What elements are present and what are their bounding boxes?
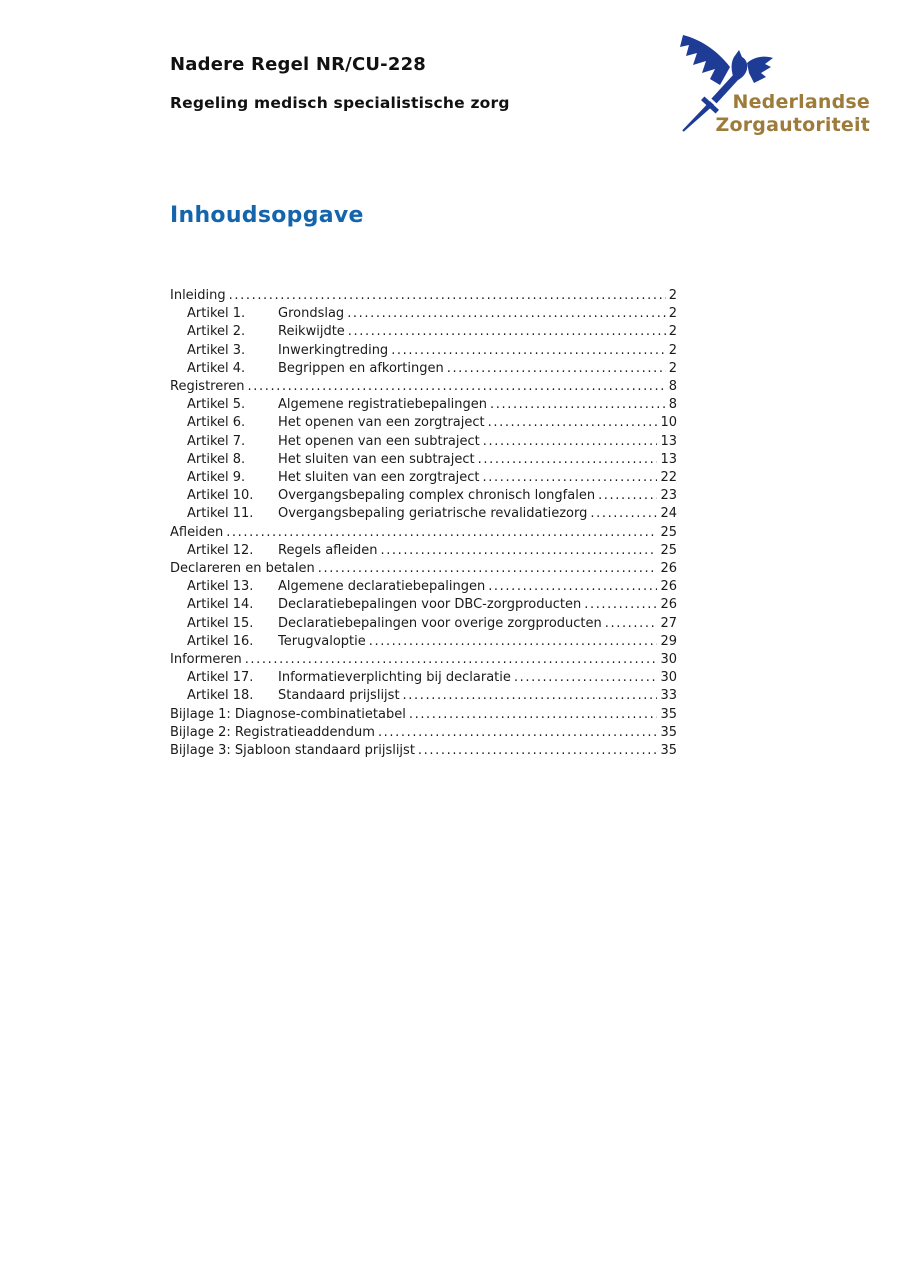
toc-entry-page-number: 26 (660, 579, 677, 595)
toc-entry-label: Bijlage 2: Registratieaddendum (170, 724, 375, 740)
toc-entry-title: Overgangsbepaling geriatrische revalidatiezorg (278, 506, 588, 522)
toc-entry-label: Inleiding (170, 288, 226, 303)
toc-entry-page-number: 30 (660, 652, 677, 668)
toc-entry-section (170, 706, 677, 724)
toc-entry-section (170, 651, 677, 669)
toc-entry-section (170, 742, 677, 760)
toc-entry-article (170, 633, 677, 651)
toc-dot-leader (318, 560, 658, 578)
toc-entry-label: Registreren (170, 379, 245, 395)
toc-entry-page-number: 29 (660, 633, 677, 649)
toc-entry-title: Algemene declaratiebepalingen (278, 579, 486, 595)
toc-entry-section (170, 287, 677, 305)
toc-entry-article (170, 687, 677, 705)
toc-entry-page-number: 8 (668, 397, 677, 413)
toc-entry-title: Standaard prijslijst (278, 688, 400, 704)
toc-entry-page-number: 2 (668, 342, 677, 358)
toc-entry-title: Regels afleiden (278, 542, 378, 558)
toc-entry-title: Inwerkingtreding (278, 342, 389, 358)
toc-entry-number: Artikel 11. (187, 506, 254, 522)
toc-dot-leader (478, 451, 658, 469)
toc-entry-number: Artikel 6. (187, 415, 246, 431)
toc-entry-title: Declaratiebepalingen voor DBC-zorgproducten (278, 597, 582, 613)
toc-entry-section (170, 560, 677, 578)
toc-dot-leader (369, 633, 658, 651)
toc-entry-page-number: 25 (660, 524, 677, 540)
toc-entry-number: Artikel 16. (187, 633, 254, 649)
toc-entry-page-number: 13 (660, 451, 677, 467)
toc-entry-article (170, 615, 677, 633)
toc-entry-title: Het openen van een zorgtraject (278, 415, 485, 431)
toc-entry-title: Grondslag (278, 306, 345, 322)
toc-dot-leader (378, 724, 658, 742)
toc-dot-leader (488, 414, 658, 432)
toc-dot-leader (229, 287, 666, 305)
toc-entry-label: Afleiden (170, 524, 224, 540)
toc-dot-leader (380, 542, 657, 560)
toc-dot-leader (490, 396, 666, 414)
toc-entry-title: Het openen van een subtraject (278, 433, 480, 449)
toc-entry-title: Begrippen en afkortingen (278, 360, 444, 376)
nza-logo (650, 27, 880, 145)
toc-dot-leader (488, 578, 657, 596)
toc-entry-label: Declareren en betalen (170, 561, 315, 577)
toc-entry-number: Artikel 17. (187, 670, 254, 686)
document-subtitle: Regeling medisch specialistische zorg (170, 94, 510, 112)
toc-entry-number: Artikel 4. (187, 360, 246, 376)
toc-dot-leader (391, 342, 666, 360)
toc-dot-leader (348, 323, 666, 341)
toc-entry-number: Artikel 9. (187, 470, 246, 486)
toc-dot-leader (605, 615, 658, 633)
toc-entry-label: Bijlage 3: Sjabloon standaard prijslijst (170, 743, 415, 759)
toc-entry-page-number: 2 (668, 324, 677, 340)
toc-dot-leader (447, 360, 666, 378)
toc-entry-article (170, 469, 677, 487)
toc-entry-page-number: 30 (660, 670, 677, 686)
nza-logo-line2: Zorgautoriteit (715, 114, 870, 136)
toc-entry-page-number: 33 (660, 688, 677, 704)
toc-entry-page-number: 35 (660, 724, 677, 740)
toc-entry-page-number: 27 (660, 615, 677, 631)
toc-entry-article (170, 487, 677, 505)
toc-entry-number: Artikel 15. (187, 615, 254, 631)
toc-entry-number: Artikel 2. (187, 324, 246, 340)
toc-entry-article (170, 396, 677, 414)
toc-entry-number: Artikel 3. (187, 342, 246, 358)
toc-dot-leader (483, 469, 658, 487)
toc-dot-leader (590, 505, 657, 523)
toc-dot-leader (483, 433, 658, 451)
toc-entry-article (170, 505, 677, 523)
toc-entry-page-number: 24 (660, 506, 677, 522)
toc-entry-section (170, 724, 677, 742)
toc-entry-page-number: 2 (668, 360, 677, 376)
toc-entry-article (170, 578, 677, 596)
toc-dot-leader (584, 596, 657, 614)
nza-logo-line1: Nederlandse (732, 91, 870, 113)
toc-entry-article (170, 342, 677, 360)
toc-entry-page-number: 26 (660, 561, 677, 577)
toc-entry-title: Informatieverplichting bij declaratie (278, 670, 511, 686)
toc-entry-article (170, 414, 677, 432)
toc-entry-page-number: 8 (668, 379, 677, 395)
toc-entry-label: Informeren (170, 652, 242, 668)
toc-entry-article (170, 669, 677, 687)
toc-entry-title: Reikwijdte (278, 324, 345, 340)
toc-heading: Inhoudsopgave (170, 203, 364, 228)
toc-entry-page-number: 13 (660, 433, 677, 449)
toc-entry-page-number: 2 (668, 288, 677, 303)
toc-dot-leader (226, 524, 657, 542)
toc-entry-article (170, 433, 677, 451)
toc-entry-title: Terugvaloptie (278, 633, 366, 649)
toc-entry-page-number: 35 (660, 743, 677, 759)
toc-entry-number: Artikel 13. (187, 579, 254, 595)
toc-entry-article (170, 451, 677, 469)
toc-entry-article (170, 542, 677, 560)
toc-entry-number: Artikel 7. (187, 433, 246, 449)
toc-entry-title: Het sluiten van een zorgtraject (278, 470, 480, 486)
toc-entry-article (170, 360, 677, 378)
toc-entry-page-number: 2 (668, 306, 677, 322)
toc-entry-number: Artikel 10. (187, 488, 254, 504)
toc-entry-page-number: 23 (660, 488, 677, 504)
nza-logo-wordmark (650, 91, 870, 137)
toc-entry-article (170, 305, 677, 323)
toc-dot-leader (598, 487, 657, 505)
toc-entry-number: Artikel 5. (187, 397, 246, 413)
toc-entry-number: Artikel 18. (187, 688, 254, 704)
toc-entry-number: Artikel 14. (187, 597, 254, 613)
toc-entry-section (170, 378, 677, 396)
toc-entry-page-number: 25 (660, 542, 677, 558)
toc-dot-leader (347, 305, 666, 323)
toc-dot-leader (403, 687, 658, 705)
toc-entry-article (170, 596, 677, 614)
toc-dot-leader (418, 742, 658, 760)
toc-entry-title: Algemene registratiebepalingen (278, 397, 488, 413)
toc-entry-label: Bijlage 1: Diagnose-combinatietabel (170, 706, 406, 722)
document-title: Nadere Regel NR/CU-228 (170, 54, 427, 75)
toc-entry-number: Artikel 12. (187, 542, 254, 558)
toc-entry-page-number: 22 (660, 470, 677, 486)
toc-entry-number: Artikel 1. (187, 306, 246, 322)
toc-dot-leader (514, 669, 658, 687)
toc-dot-leader (409, 706, 658, 724)
toc-entry-title: Declaratiebepalingen voor overige zorgproducten (278, 615, 602, 631)
toc-dot-leader (248, 378, 666, 396)
toc-entry-page-number: 10 (660, 415, 677, 431)
toc-entry-article (170, 323, 677, 341)
toc-entry-number: Artikel 8. (187, 451, 246, 467)
toc-entry-section (170, 524, 677, 542)
toc-list (170, 287, 677, 760)
toc-entry-title: Overgangsbepaling complex chronisch longfalen (278, 488, 596, 504)
toc-entry-page-number: 35 (660, 706, 677, 722)
toc-entry-title: Het sluiten van een subtraject (278, 451, 475, 467)
toc-dot-leader (245, 651, 658, 669)
toc-entry-page-number: 26 (660, 597, 677, 613)
